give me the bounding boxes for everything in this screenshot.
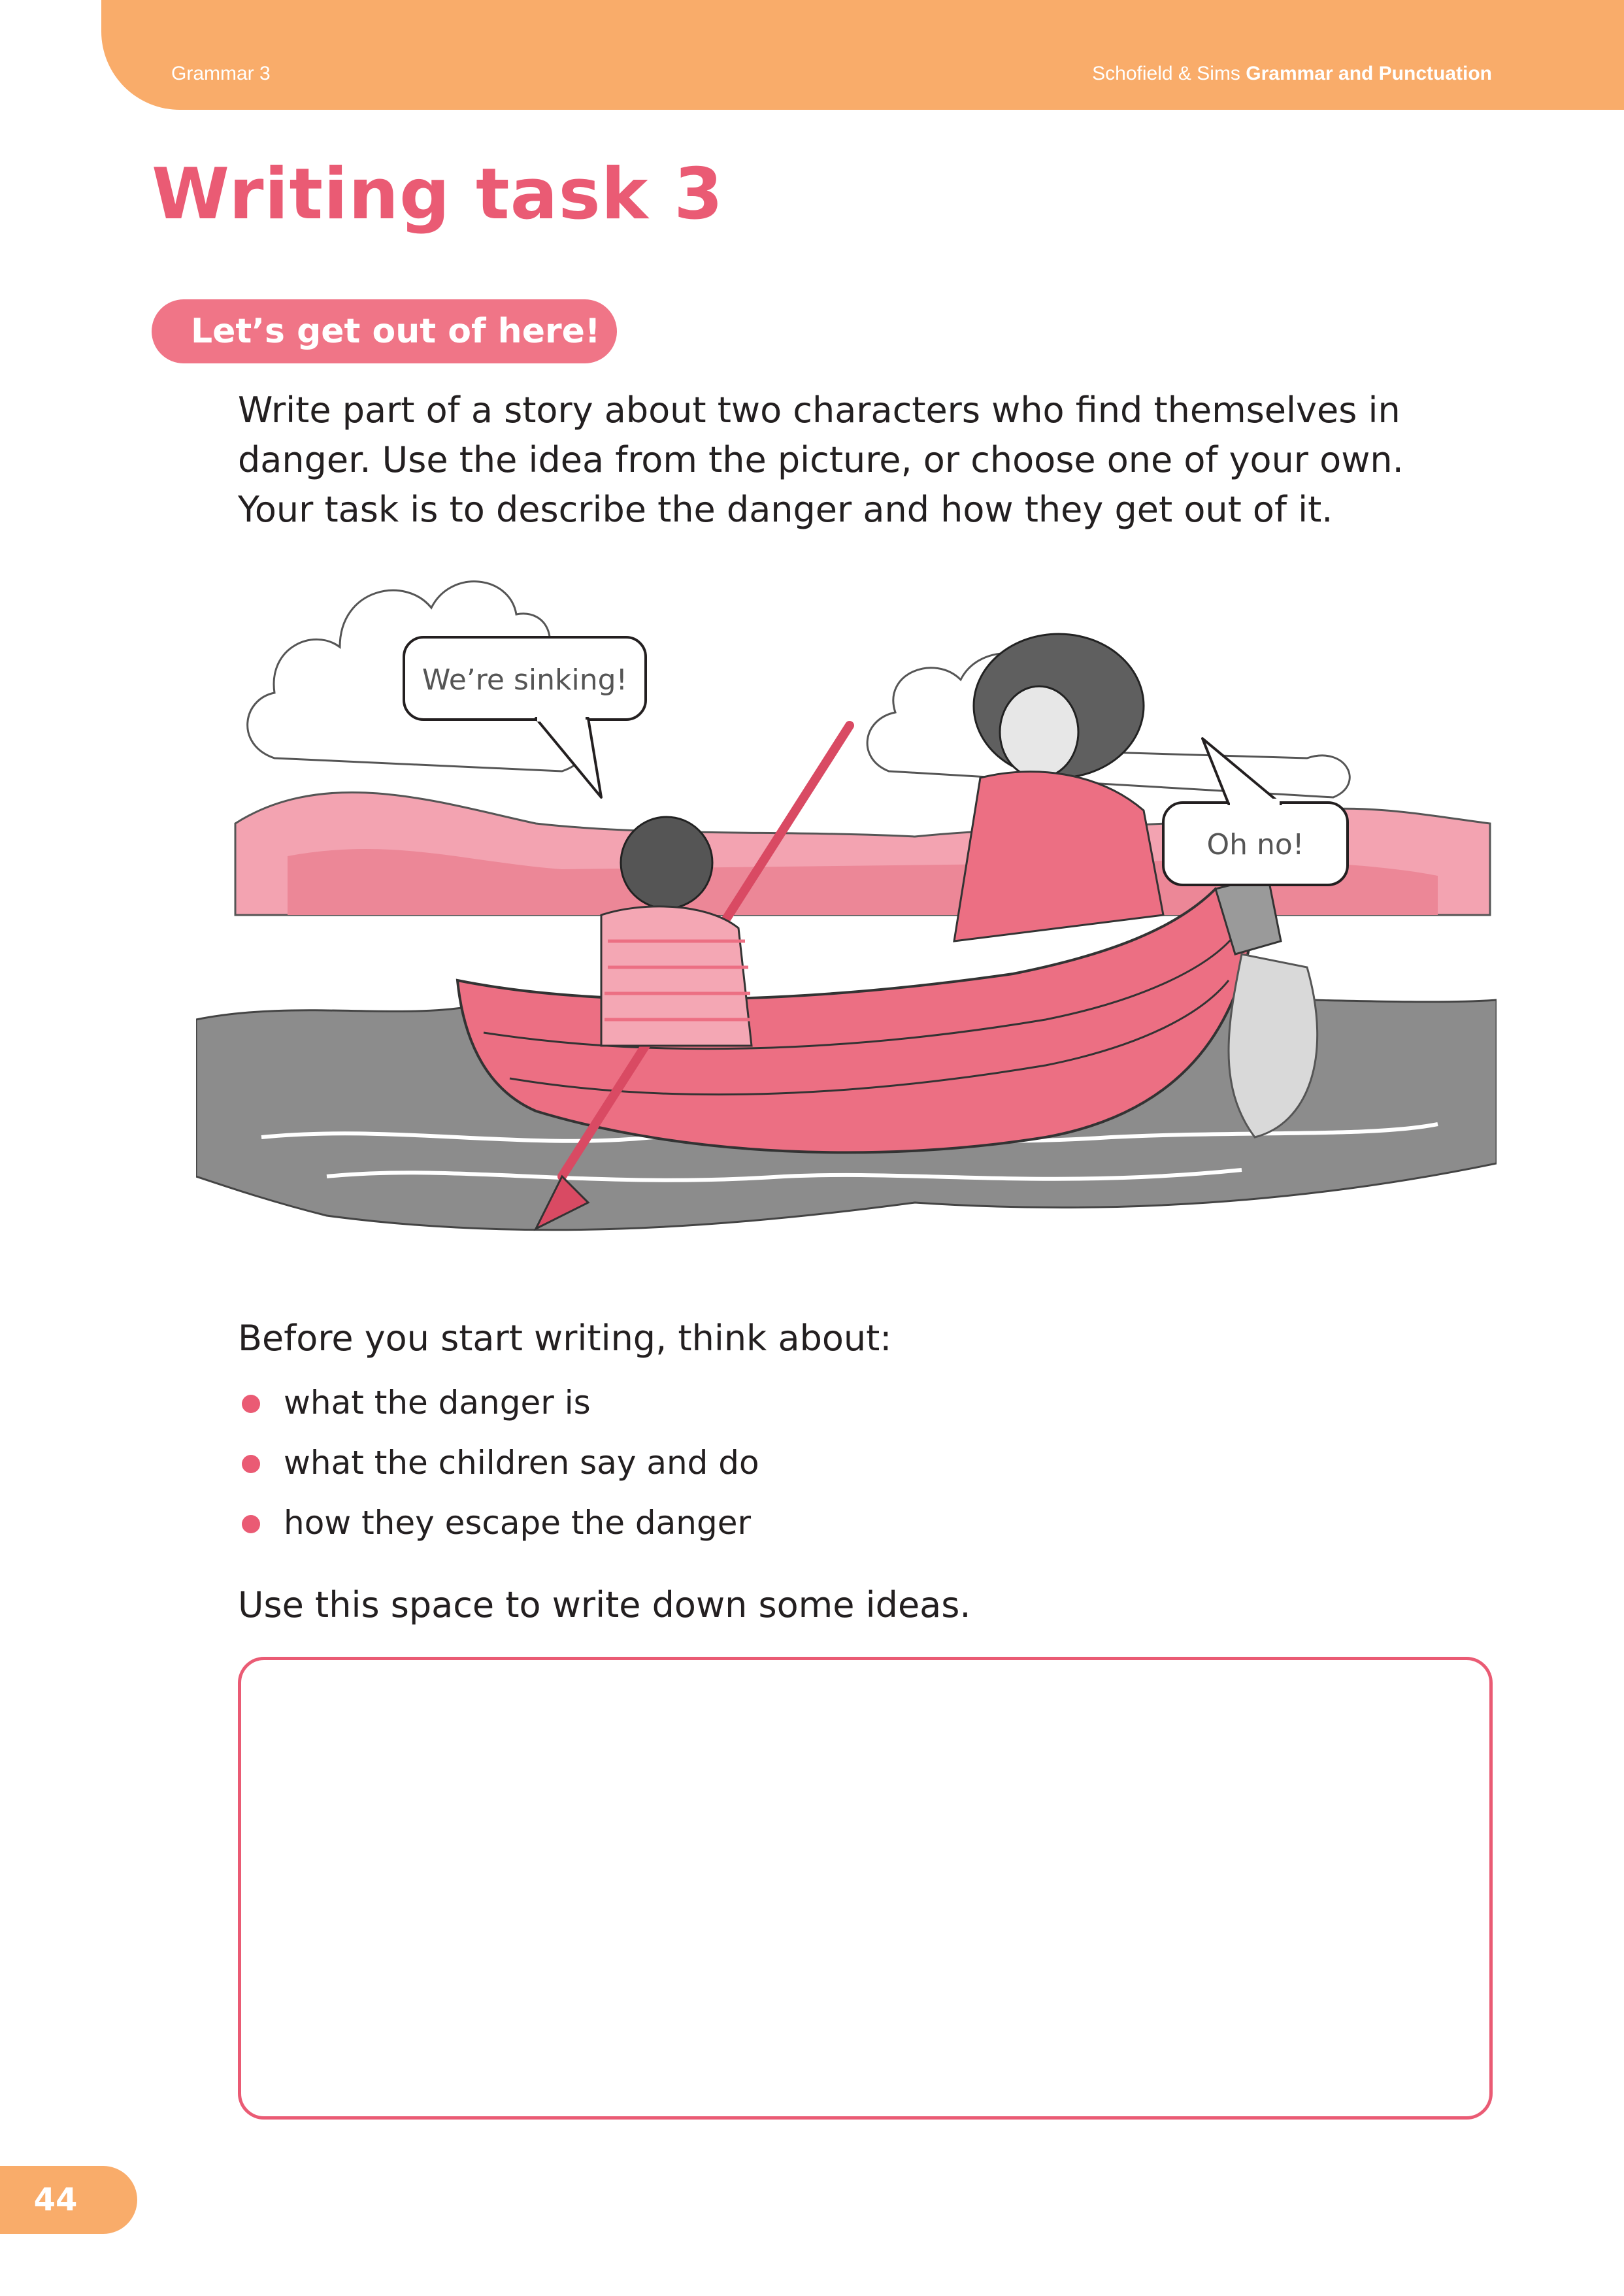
book-level: Grammar 3 [171,63,271,84]
speech-text-boy: We’re sinking! [422,663,628,697]
boat-illustration [196,549,1497,1294]
bullet-icon [242,1515,260,1533]
list-item [238,1437,759,1497]
think-about-heading: Before you start writing, think about: [238,1318,892,1359]
girl-face [1000,686,1078,778]
task-subtitle: Let’s get out of here! [152,299,617,363]
think-list [238,1376,759,1557]
boy-head [621,817,712,908]
bullet-icon [242,1395,260,1413]
ideas-label: Use this space to write down some ideas. [238,1584,971,1625]
bullet-icon [242,1455,260,1473]
list-item-text: how they escape the danger [284,1504,752,1542]
list-item-text: what the children say and do [284,1444,759,1482]
page-number: 44 [33,2182,78,2218]
boy-body [601,907,752,1046]
speech-text-girl: Oh no! [1206,828,1304,861]
header-bar [101,0,1624,110]
list-item [238,1376,759,1437]
page-number-tab [0,2166,137,2234]
ideas-writing-box[interactable] [238,1657,1493,2120]
page-title: Writing task 3 [152,154,724,235]
task-instructions: Write part of a story about two characters who find themselves in danger. Use the idea from the picture, or choose one of your own. Your task is to describe the danger and how they get out of it. [238,390,1404,530]
series-title [1092,63,1492,85]
list-item [238,1497,759,1557]
list-item-text: what the danger is [284,1384,591,1422]
girl-body [954,772,1163,941]
publisher-name: Schofield & Sims [1092,63,1246,84]
series-name: Grammar and Punctuation [1246,63,1492,84]
